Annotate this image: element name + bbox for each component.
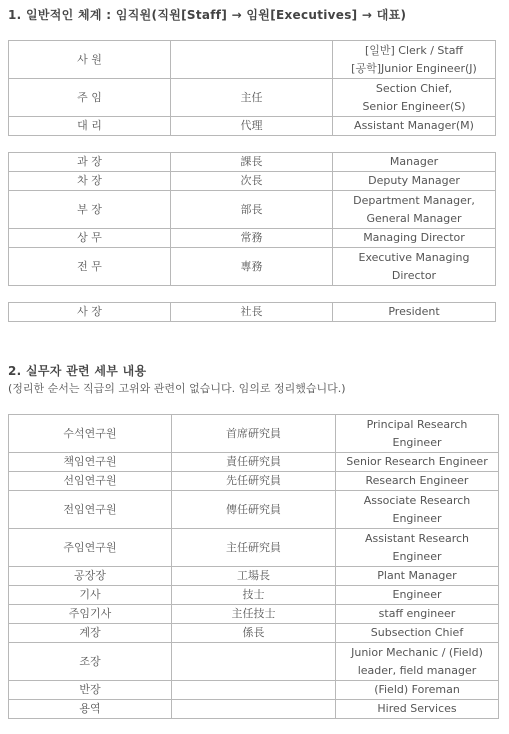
table-row — [9, 415, 499, 453]
korean-title: 부 장 — [9, 191, 171, 229]
rank-table-staff — [8, 40, 496, 136]
korean-title: 수석연구원 — [9, 415, 172, 453]
english-title: staff engineer — [336, 605, 499, 624]
table-row — [9, 624, 499, 643]
table-row — [9, 303, 496, 322]
korean-title: 조장 — [9, 643, 172, 681]
english-title: Assistant Manager(M) — [333, 117, 496, 136]
hanja-title: 社長 — [171, 303, 333, 322]
english-title: Principal Research Engineer — [336, 415, 499, 453]
english-title: [일반] Clerk / Staff [공학]Junior Engineer(J) — [333, 41, 496, 79]
hanja-title: 係長 — [172, 624, 336, 643]
table-row — [9, 41, 496, 79]
table-row — [9, 248, 496, 286]
english-title: Plant Manager — [336, 567, 499, 586]
table-row — [9, 472, 499, 491]
hanja-title: 責任硏究員 — [172, 453, 336, 472]
korean-title: 용역 — [9, 700, 172, 719]
section2-note: (정리한 순서는 직급의 고위와 관련이 없습니다. 임의로 정리했습니다.) — [8, 382, 346, 395]
english-title: Section Chief, Senior Engineer(S) — [333, 79, 496, 117]
english-title: Deputy Manager — [333, 172, 496, 191]
korean-title: 대 리 — [9, 117, 171, 136]
table-row — [9, 191, 496, 229]
english-title: President — [333, 303, 496, 322]
english-title: Hired Services — [336, 700, 499, 719]
english-title: Assistant Research Engineer — [336, 529, 499, 567]
korean-title: 사 원 — [9, 41, 171, 79]
hanja-title: 技士 — [172, 586, 336, 605]
hanja-title: 工場長 — [172, 567, 336, 586]
english-title: (Field) Foreman — [336, 681, 499, 700]
table-row — [9, 172, 496, 191]
table-row — [9, 79, 496, 117]
hanja-title: 主任 — [171, 79, 333, 117]
korean-title: 과 장 — [9, 153, 171, 172]
hanja-title: 課長 — [171, 153, 333, 172]
korean-title: 전 무 — [9, 248, 171, 286]
table-row — [9, 229, 496, 248]
hanja-title: 傳任硏究員 — [172, 491, 336, 529]
hanja-title: 代理 — [171, 117, 333, 136]
hanja-title — [172, 681, 336, 700]
hanja-title: 主任硏究員 — [172, 529, 336, 567]
rank-table-president — [8, 302, 496, 322]
korean-title: 차 장 — [9, 172, 171, 191]
table-row — [9, 117, 496, 136]
section2-title: 2. 실무자 관련 세부 내용 — [8, 364, 147, 378]
hanja-title: 首席硏究員 — [172, 415, 336, 453]
english-title: Senior Research Engineer — [336, 453, 499, 472]
korean-title: 사 장 — [9, 303, 171, 322]
korean-title: 공장장 — [9, 567, 172, 586]
korean-title: 책임연구원 — [9, 453, 172, 472]
hanja-title: 部長 — [171, 191, 333, 229]
rank-table-managers — [8, 152, 496, 286]
table-row — [9, 529, 499, 567]
english-title: Junior Mechanic / (Field) leader, field manager — [336, 643, 499, 681]
korean-title: 주임연구원 — [9, 529, 172, 567]
korean-title: 반장 — [9, 681, 172, 700]
table-row — [9, 453, 499, 472]
english-title: Executive Managing Director — [333, 248, 496, 286]
table-row — [9, 681, 499, 700]
table-row — [9, 700, 499, 719]
hanja-title — [171, 41, 333, 79]
korean-title: 상 무 — [9, 229, 171, 248]
korean-title: 기사 — [9, 586, 172, 605]
english-title: Associate Research Engineer — [336, 491, 499, 529]
english-title: Research Engineer — [336, 472, 499, 491]
hanja-title — [172, 700, 336, 719]
hanja-title: 先任硏究員 — [172, 472, 336, 491]
korean-title: 계장 — [9, 624, 172, 643]
table-row — [9, 586, 499, 605]
korean-title: 주 임 — [9, 79, 171, 117]
korean-title: 주임기사 — [9, 605, 172, 624]
english-title: Managing Director — [333, 229, 496, 248]
korean-title: 선임연구원 — [9, 472, 172, 491]
hanja-title: 主任技士 — [172, 605, 336, 624]
section1-title: 1. 일반적인 체계 : 임직원(직원[Staff] → 임원[Executives] → 대표) — [8, 8, 407, 22]
table-row — [9, 643, 499, 681]
hanja-title: 次長 — [171, 172, 333, 191]
korean-title: 전임연구원 — [9, 491, 172, 529]
practitioner-table — [8, 414, 499, 719]
english-title: Manager — [333, 153, 496, 172]
hanja-title: 常務 — [171, 229, 333, 248]
english-title: Engineer — [336, 586, 499, 605]
hanja-title — [172, 643, 336, 681]
english-title: Department Manager, General Manager — [333, 191, 496, 229]
table-row — [9, 491, 499, 529]
table-row — [9, 605, 499, 624]
english-title: Subsection Chief — [336, 624, 499, 643]
hanja-title: 專務 — [171, 248, 333, 286]
table-row — [9, 567, 499, 586]
table-row — [9, 153, 496, 172]
